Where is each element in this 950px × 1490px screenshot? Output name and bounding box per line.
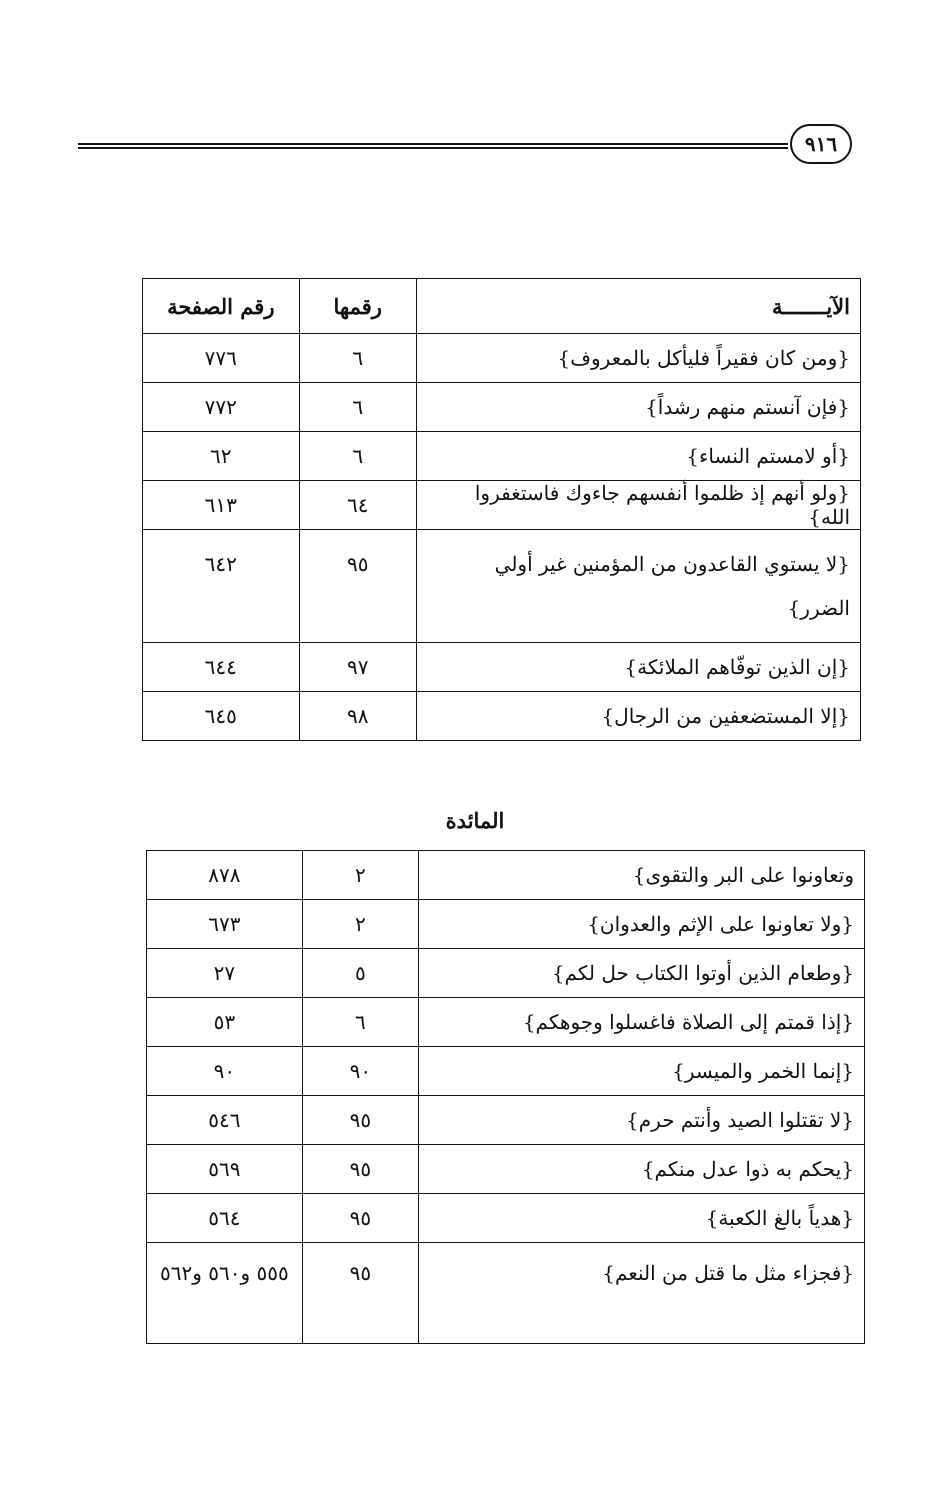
page-number-cell: ٩٠ — [147, 1047, 303, 1096]
page-number-cell: ٦٤٤ — [143, 643, 300, 692]
ayah-cell: {فإن آنستم منهم رشداً} — [416, 383, 860, 432]
table-header-row — [143, 279, 861, 334]
verse-index-table-maidah — [146, 850, 865, 1344]
ayah-cell: {لا يستوي القاعدون من المؤمنين غير أولي الضرر} — [416, 530, 860, 643]
table-row — [147, 949, 865, 998]
ayah-number-cell: ٩٥ — [302, 1145, 418, 1194]
table-row — [143, 383, 861, 432]
header-rule — [78, 143, 788, 149]
page-number-cell: ٧٧٦ — [143, 334, 300, 383]
ayah-cell: {وطعام الذين أوتوا الكتاب حل لكم} — [418, 949, 864, 998]
section-title-maidah: المائدة — [445, 808, 505, 833]
ayah-number-cell: ٦ — [299, 383, 416, 432]
ayah-number-cell: ٦٤ — [299, 481, 416, 530]
ayah-cell: وتعاونوا على البر والتقوى} — [418, 851, 864, 900]
table-row — [143, 481, 861, 530]
ayah-cell: {فجزاء مثل ما قتل من النعم} — [418, 1243, 864, 1344]
verse-index-table-nisa — [142, 278, 861, 741]
ayah-number-cell: ٩٥ — [302, 1096, 418, 1145]
table-row — [147, 1243, 865, 1344]
page-number-cell: ٥٤٦ — [147, 1096, 303, 1145]
ayah-cell: {ومن كان فقيراً فليأكل بالمعروف} — [416, 334, 860, 383]
page-number-cell: ٦٤٢ — [143, 530, 300, 643]
table-row — [143, 692, 861, 741]
ayah-number-cell: ٦ — [299, 432, 416, 481]
page-number-cell: ٧٧٢ — [143, 383, 300, 432]
table-row — [143, 334, 861, 383]
column-header-page: رقم الصفحة — [143, 279, 300, 334]
page-number-cell: ٨٧٨ — [147, 851, 303, 900]
ayah-cell: {إنما الخمر والميسر} — [418, 1047, 864, 1096]
ayah-number-cell: ٢ — [302, 851, 418, 900]
ayah-number-cell: ٩٧ — [299, 643, 416, 692]
table-row — [147, 1047, 865, 1096]
column-header-ayah: الآيـــــــة — [416, 279, 860, 334]
table-row — [147, 998, 865, 1047]
page-number-cell: ٥٦٤ — [147, 1194, 303, 1243]
page-number-cell: ٢٧ — [147, 949, 303, 998]
ayah-number-cell: ٦ — [302, 998, 418, 1047]
ayah-number-cell: ٩٥ — [302, 1243, 418, 1344]
ayah-cell: {يحكم به ذوا عدل منكم} — [418, 1145, 864, 1194]
table-row — [147, 1194, 865, 1243]
ayah-cell: {إن الذين توفّاهم الملائكة} — [416, 643, 860, 692]
page-number-cell: ٦٢ — [143, 432, 300, 481]
table-row — [143, 643, 861, 692]
ayah-cell: {إذا قمتم إلى الصلاة فاغسلوا وجوهكم} — [418, 998, 864, 1047]
ayah-number-cell: ٦ — [299, 334, 416, 383]
page-number-cell: ٦٧٣ — [147, 900, 303, 949]
page-number-cell: ٥٣ — [147, 998, 303, 1047]
ayah-cell: {ولا تعاونوا على الإثم والعدوان} — [418, 900, 864, 949]
ayah-cell: {لا تقتلوا الصيد وأنتم حرم} — [418, 1096, 864, 1145]
page-number: ٩١٦ — [790, 124, 852, 164]
ayah-cell: {هدياً بالغ الكعبة} — [418, 1194, 864, 1243]
ayah-cell: {ولو أنهم إذ ظلموا أنفسهم جاءوك فاستغفروا الله} — [416, 481, 860, 530]
page-number-cell: ٦٤٥ — [143, 692, 300, 741]
ayah-number-cell: ٢ — [302, 900, 418, 949]
ayah-number-cell: ٩٥ — [302, 1194, 418, 1243]
ayah-number-cell: ٥ — [302, 949, 418, 998]
page-header — [78, 124, 852, 168]
table-row — [147, 1096, 865, 1145]
table-row — [147, 1145, 865, 1194]
page-number-cell: ٥٦٩ — [147, 1145, 303, 1194]
ayah-cell: {أو لامستم النساء} — [416, 432, 860, 481]
ayah-number-cell: ٩٥ — [299, 530, 416, 643]
ayah-number-cell: ٩٠ — [302, 1047, 418, 1096]
ayah-number-cell: ٩٨ — [299, 692, 416, 741]
ayah-cell: {إلا المستضعفين من الرجال} — [416, 692, 860, 741]
table-row — [143, 530, 861, 643]
table-row — [147, 851, 865, 900]
table-row — [143, 432, 861, 481]
table-row — [147, 900, 865, 949]
column-header-number: رقمها — [299, 279, 416, 334]
page-number-cell: ٦١٣ — [143, 481, 300, 530]
page-number-cell: ٥٥٥ و٥٦٠ و٥٦٢ — [147, 1243, 303, 1344]
